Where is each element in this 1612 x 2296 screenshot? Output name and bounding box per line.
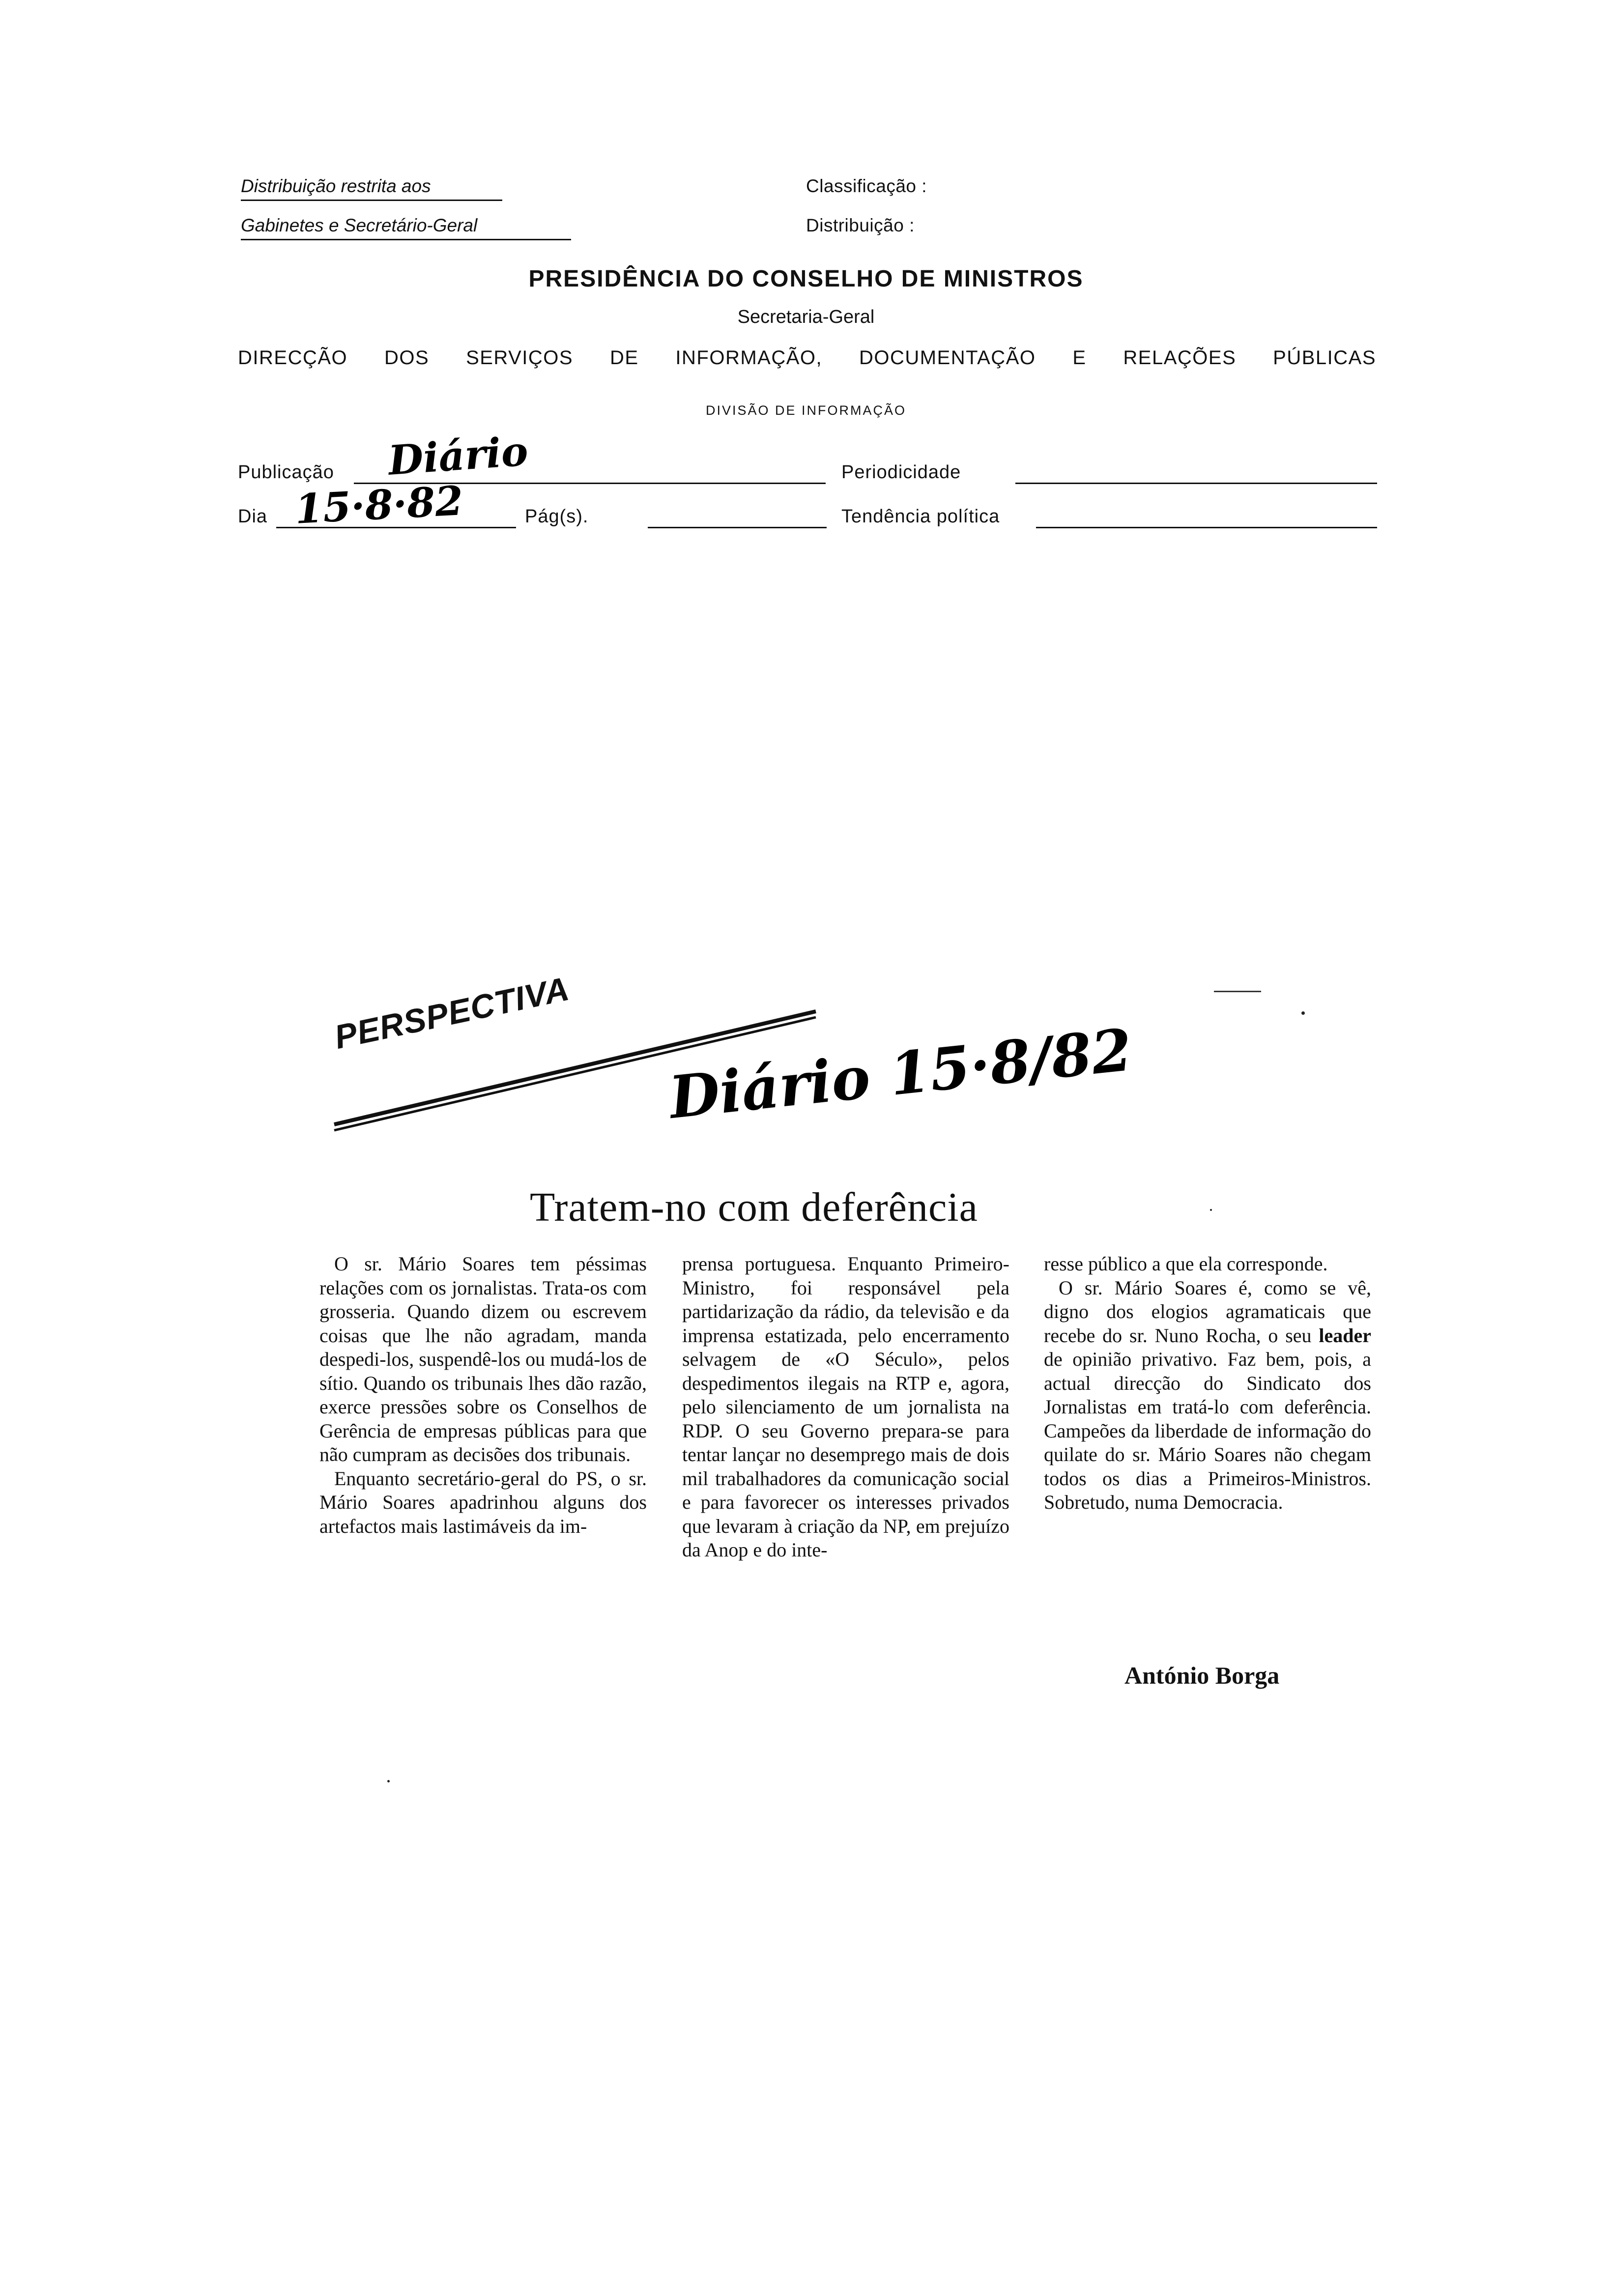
periodicidade-field[interactable] xyxy=(1015,483,1377,484)
article-paragraph xyxy=(1044,1276,1371,1515)
direccao-servicos: DIRECÇÃO DOS SERVIÇOS DE INFORMAÇÃO, DOCUMENTAÇÃO E RELAÇÕES PÚBLICAS xyxy=(238,347,1376,369)
institution-subtitle: Secretaria-Geral xyxy=(737,307,875,327)
publicacao-label: Publicação xyxy=(238,462,334,483)
distribution-restriction-line2: Gabinetes e Secretário-Geral xyxy=(241,215,571,240)
article-author: António Borga xyxy=(1124,1662,1280,1689)
divisao-informacao: DIVISÃO DE INFORMAÇÃO xyxy=(705,403,907,418)
article-paragraph: O sr. Mário Soares tem péssimas relações com os jornalistas. Trata-os com grosseria. Quando dizem ou escrevem coisas que lhe não agradam, manda despedi-los, suspendê-los ou mudá-los de sítio. Quando os tribunais lhes dão razão, exerce pressões sobre os Conselhos de Gerência de empresas públicas para que não cumpram as decisões dos tribunais. xyxy=(319,1253,647,1465)
distribuicao-label: Distribuição : xyxy=(806,215,915,235)
article-text: O sr. Mário Soares é, como se vê, digno dos elogios agramaticais que recebe do sr. Nuno Rocha, o seu xyxy=(1044,1276,1371,1347)
scan-speck xyxy=(1210,1209,1212,1211)
institution-title: PRESIDÊNCIA DO CONSELHO DE MINISTROS xyxy=(528,266,1084,292)
article-bold-word: leader xyxy=(1319,1324,1371,1347)
dia-label: Dia xyxy=(238,506,268,527)
article-text: de opinião privativo. Faz bem, pois, a actual direcção do Sindicato dos Jornalistas em tratá-lo com deferência. Campeões da liberdade de informação do quilate do sr. Mário Soares não chegam todos os dias a Primeiros-Ministros. Sobretudo, numa Democracia. xyxy=(1044,1348,1371,1513)
article-paragraph: Enquanto secretário-geral do PS, o sr. Mário Soares apadrinhou alguns dos artefactos mais lastimáveis da im- xyxy=(319,1467,647,1537)
tendencia-politica-label: Tendência política xyxy=(841,506,1000,527)
article-title: Tratem-no com deferência xyxy=(530,1184,978,1230)
periodicidade-label: Periodicidade xyxy=(841,462,961,483)
perspectiva-section-label: PERSPECTIVA xyxy=(331,970,573,1057)
article-paragraph: prensa portuguesa. Enquanto Primeiro-Ministro, foi responsável pela partidarização da rádio, da televisão e da imprensa estatizada, pelo encerramento selvagem de «O Século», pelos despedimentos ilegais na RTP e, agora, pelo silenciamento de um jornalista na RDP. O seu Governo prepara-se para tentar lançar no desemprego mais de dois mil trabalhadores da comunicação social e para favorecer os interesses privados que levaram à criação da NP, em prejuízo da Anop e do inte- xyxy=(682,1253,1009,1561)
pags-field[interactable] xyxy=(648,527,827,528)
scan-speck xyxy=(387,1780,390,1782)
pags-label: Pág(s). xyxy=(525,506,589,527)
scan-speck xyxy=(1301,1011,1305,1015)
article-column-2 xyxy=(682,1252,1009,1562)
publicacao-handwritten-value: Diário xyxy=(386,428,530,485)
dia-handwritten-value: 15·8·82 xyxy=(293,477,464,533)
tendencia-politica-field[interactable] xyxy=(1036,527,1377,528)
article-paragraph: resse público a que ela corresponde. xyxy=(1044,1253,1328,1275)
distribution-restriction-line1: Distribuição restrita aos xyxy=(241,176,502,201)
classificacao-label: Classificação : xyxy=(806,176,927,196)
article-column-1 xyxy=(319,1252,647,1538)
article-column-3 xyxy=(1044,1252,1371,1515)
scan-artifact-dash xyxy=(1214,991,1261,992)
clipping-handwritten-date: Diário 15·8/82 xyxy=(666,1015,1135,1132)
